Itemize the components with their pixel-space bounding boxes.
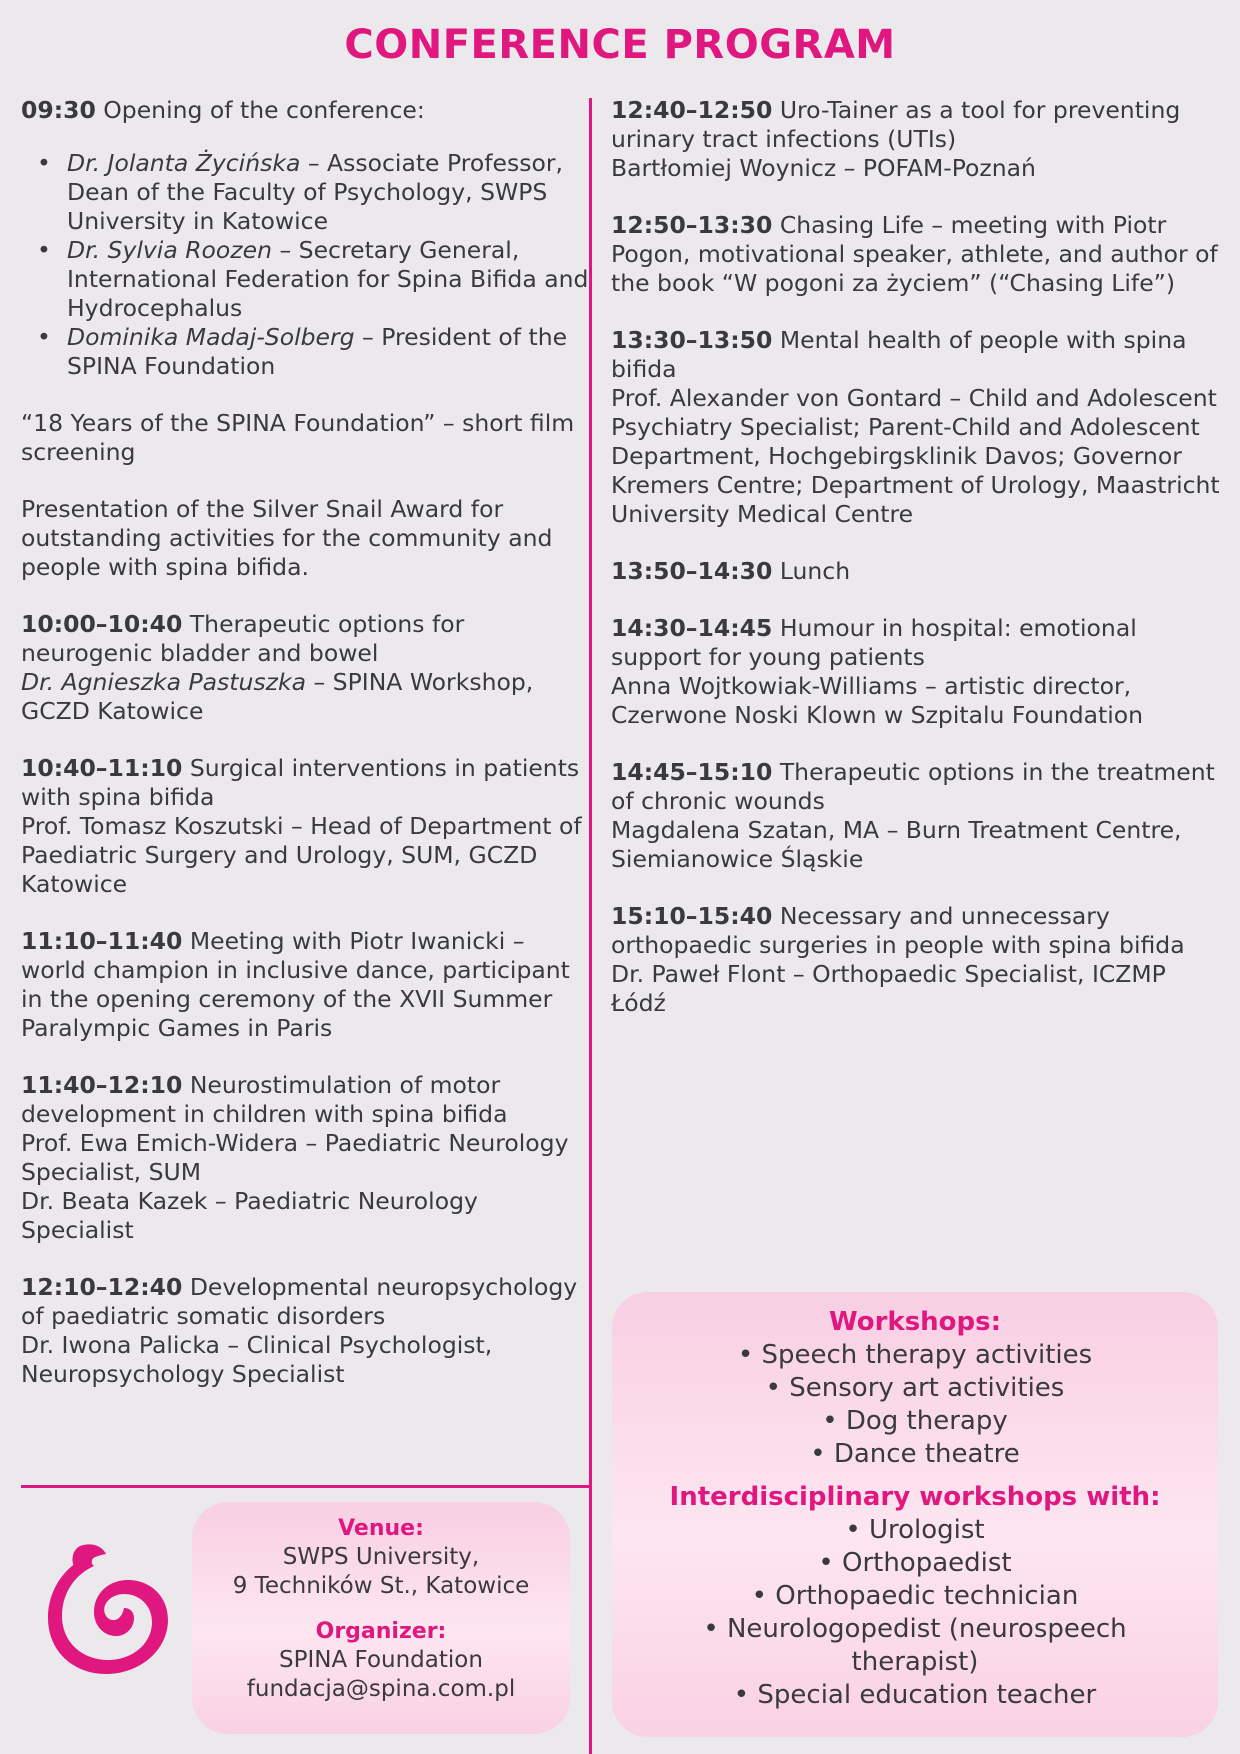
- speaker-name: Dr. Jolanta Życińska: [67, 149, 301, 177]
- page-title: CONFERENCE PROGRAM: [344, 22, 896, 68]
- list-item: • Orthopaedic technician: [612, 1580, 1218, 1613]
- venue-line: 9 Techników St., Katowice: [232, 1573, 530, 1599]
- session-topic: Necessary and unnecessary orthopaedic surgeries in people with spina bifida: [611, 902, 1185, 959]
- venue-organizer-card: [192, 1502, 570, 1734]
- session-item: [611, 557, 1223, 586]
- session-item: [21, 610, 589, 726]
- session-time: 12:10–12:40: [21, 1273, 183, 1301]
- session-time: 11:10–11:40: [21, 927, 183, 955]
- footer-divider: [21, 1485, 589, 1488]
- session-time: 10:00–10:40: [21, 610, 183, 638]
- session-item: [21, 927, 589, 1043]
- speaker-name: Dominika Madaj-Solberg: [67, 323, 355, 351]
- list-item: • Orthopaedist: [612, 1547, 1218, 1580]
- session-time: 12:50–13:30: [611, 211, 773, 239]
- interdisciplinary-list: [612, 1514, 1218, 1712]
- spina-swirl-logo-icon: [40, 1540, 180, 1680]
- session-topic: Chasing Life – meeting with Piotr Pogon, motivational speaker, athlete, and author of the book “W pogoni za życiem” (“Chasing Life”): [611, 211, 1218, 297]
- opening-speakers-list: [21, 149, 589, 381]
- opening-speaker: [67, 323, 589, 381]
- venue-line: SWPS University,: [282, 1544, 480, 1570]
- speaker-name: Dr. Sylvia Roozen: [67, 236, 272, 264]
- session-speaker: Dr. Paweł Flont – Orthopaedic Specialist, ICZMP Łódź: [611, 960, 1166, 1017]
- speaker-desc: – Associate Professor, Dean of the Faculty of Psychology, SWPS University in Katowice: [67, 149, 563, 235]
- speaker-name: Dr. Agnieszka Pastuszka: [21, 668, 306, 696]
- opening-speaker: [67, 236, 589, 323]
- session-time: 14:30–14:45: [611, 614, 773, 642]
- session-speaker: Dr. Iwona Palicka – Clinical Psychologist, Neuropsychology Specialist: [21, 1331, 493, 1388]
- program-left-column: [21, 96, 589, 1417]
- film-screening: “18 Years of the SPINA Foundation” – short film screening: [21, 409, 575, 466]
- session-topic: Humour in hospital: emotional support for young patients: [611, 614, 1137, 671]
- session-time: 10:40–11:10: [21, 754, 183, 782]
- session-topic: Surgical interventions in patients with spina bifida: [21, 754, 580, 811]
- session-item: [611, 96, 1223, 183]
- organizer-name: SPINA Foundation: [279, 1647, 483, 1673]
- session-speaker: Prof. Tomasz Koszutski – Head of Department of Paediatric Surgery and Urology, SUM, GCZD Katowice: [21, 812, 582, 898]
- session-time: 13:50–14:30: [611, 557, 773, 585]
- opening-item: [21, 96, 589, 125]
- list-item: • Neurologopedist (neurospeech therapist): [612, 1613, 1218, 1679]
- session-topic: Meeting with Piotr Iwanicki – world champion in inclusive dance, participant in the opening ceremony of the XVII Summer Paralympic Games in Paris: [21, 927, 570, 1042]
- opening-time: 09:30: [21, 96, 96, 124]
- award-presentation: Presentation of the Silver Snail Award for outstanding activities for the community and people with spina bifida.: [21, 495, 553, 581]
- session-topic: Therapeutic options in the treatment of chronic wounds: [611, 758, 1215, 815]
- list-item: • Dog therapy: [612, 1405, 1218, 1438]
- session-time: 13:30–13:50: [611, 326, 773, 354]
- venue-block: [192, 1514, 570, 1601]
- session-topic: Mental health of people with spina bifida: [611, 326, 1187, 383]
- organizer-block: [192, 1617, 570, 1704]
- session-topic: Developmental neuropsychology of paediatric somatic disorders: [21, 1273, 578, 1330]
- session-speaker: Anna Wojtkowiak-Williams – artistic director, Czerwone Noski Klown w Szpitalu Foundation: [611, 672, 1144, 729]
- session-speaker: Magdalena Szatan, MA – Burn Treatment Centre, Siemianowice Śląskie: [611, 816, 1182, 873]
- workshops-list: [612, 1339, 1218, 1471]
- list-item: • Special education teacher: [612, 1679, 1218, 1712]
- session-time: 15:10–15:40: [611, 902, 773, 930]
- session-speaker: Bartłomiej Woynicz – POFAM-Poznań: [611, 154, 1036, 182]
- session-speaker: [21, 668, 589, 726]
- list-item: • Urologist: [612, 1514, 1218, 1547]
- list-item: • Sensory art activities: [612, 1372, 1218, 1405]
- session-item: [611, 326, 1223, 529]
- opening-text: Opening of the conference:: [103, 96, 425, 124]
- session-topic: Neurostimulation of motor development in children with spina bifida: [21, 1071, 508, 1128]
- session-speaker: Dr. Beata Kazek – Paediatric Neurology Specialist: [21, 1187, 478, 1244]
- speaker-desc: – SPINA Workshop, GCZD Katowice: [21, 668, 534, 725]
- list-item: • Speech therapy activities: [612, 1339, 1218, 1372]
- session-time: 12:40–12:50: [611, 96, 773, 124]
- column-divider: [589, 98, 592, 1754]
- session-item: [21, 754, 589, 899]
- session-time: 11:40–12:10: [21, 1071, 183, 1099]
- session-topic: Therapeutic options for neurogenic bladder and bowel: [21, 610, 465, 667]
- workshops-card: [612, 1292, 1218, 1737]
- organizer-email: fundacja@spina.com.pl: [246, 1676, 516, 1702]
- session-item: [611, 902, 1223, 1018]
- organizer-heading: Organizer:: [315, 1619, 447, 1644]
- session-item: [21, 1071, 589, 1245]
- speaker-desc: – Secretary General, International Federation for Spina Bifida and Hydrocephalus: [67, 236, 589, 322]
- program-right-column: [611, 96, 1223, 1046]
- session-item: [21, 1273, 589, 1389]
- session-item: [611, 614, 1223, 730]
- session-item: [611, 211, 1223, 298]
- speaker-desc: – President of the SPINA Foundation: [67, 323, 568, 380]
- list-item: • Dance theatre: [612, 1438, 1218, 1471]
- session-speaker: Prof. Ewa Emich-Widera – Paediatric Neurology Specialist, SUM: [21, 1129, 569, 1186]
- session-speaker: Prof. Alexander von Gontard – Child and Adolescent Psychiatry Specialist; Parent-Child and Adolescent Department, Hochgebirgsklinik Davos; Governor Kremers Centre; Department of Urology, Maastricht University Medical Centre: [611, 384, 1220, 528]
- session-topic: Uro-Tainer as a tool for preventing urinary tract infections (UTIs): [611, 96, 1181, 153]
- venue-heading: Venue:: [338, 1516, 424, 1541]
- interdisciplinary-heading: Interdisciplinary workshops with:: [669, 1482, 1161, 1512]
- session-time: 14:45–15:10: [611, 758, 773, 786]
- workshops-heading: Workshops:: [828, 1307, 1002, 1337]
- opening-speaker: [67, 149, 589, 236]
- session-topic: Lunch: [772, 557, 851, 585]
- session-item: [611, 758, 1223, 874]
